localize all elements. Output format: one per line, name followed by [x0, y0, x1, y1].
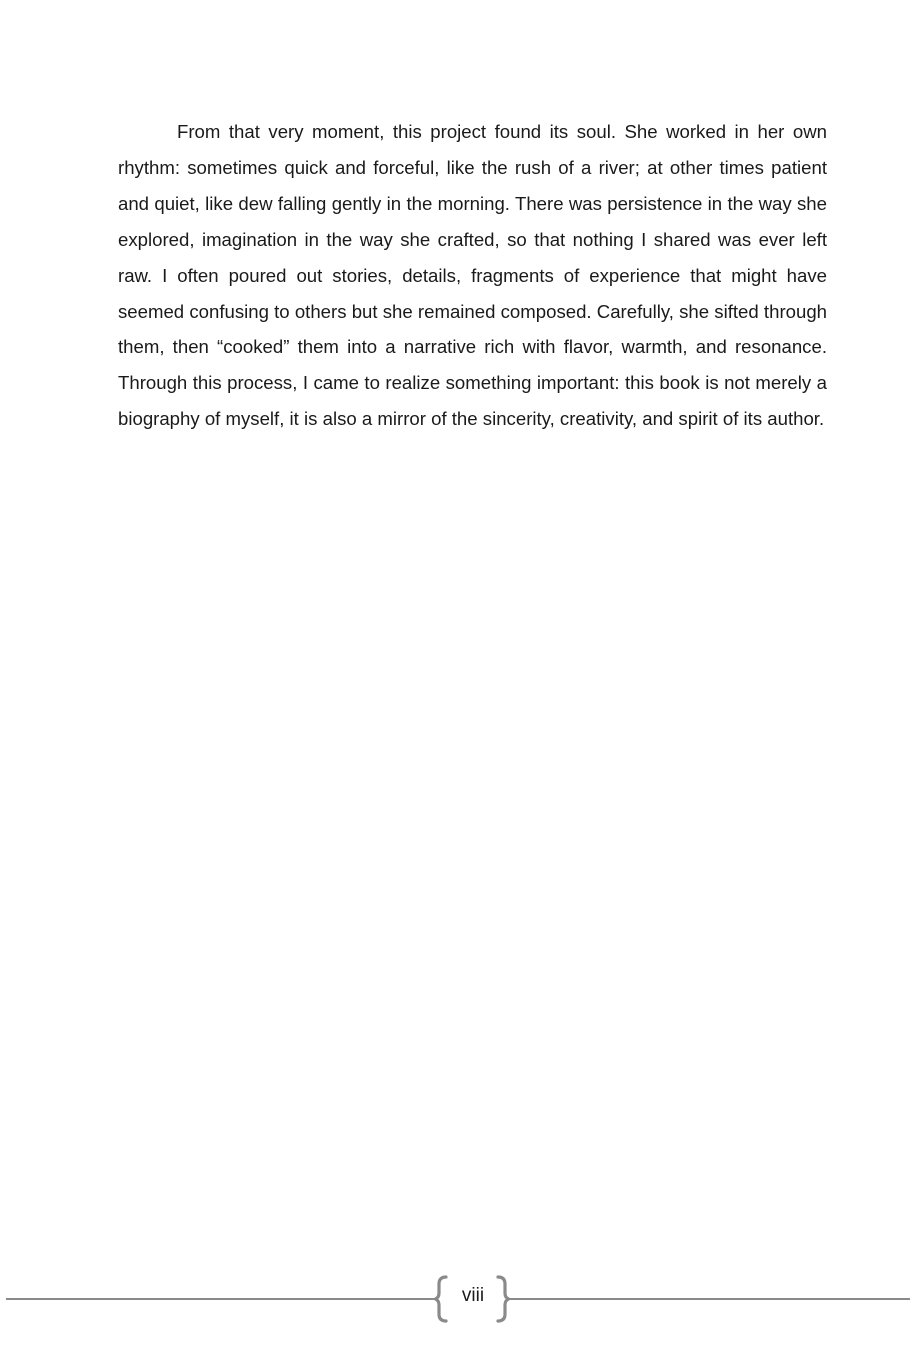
page-footer — [0, 1270, 916, 1330]
footer-rule-left — [6, 1298, 438, 1300]
footer-rule-right — [507, 1298, 910, 1300]
page-number: viii — [461, 1285, 485, 1306]
body-paragraph: From that very moment, this project found its soul. She worked in her own rhythm: sometimes quick and forceful, like the rush of a river; at other times patient and quiet, like dew falling gently in the morning. There was persistence in the way she explored, imagination in the way she crafted, so that nothing I shared was ever left raw. I often poured out stories, details, fragments of experience that might have seemed confusing to others but she remained composed. Carefully, she sifted through them, then “cooked” them into a narrative rich with flavor, warmth, and resonance. Through this process, I came to realize something important: this book is not merely a biography of myself, it is also a mirror of the sincerity, creativity, and spirit of its author. — [118, 121, 827, 430]
